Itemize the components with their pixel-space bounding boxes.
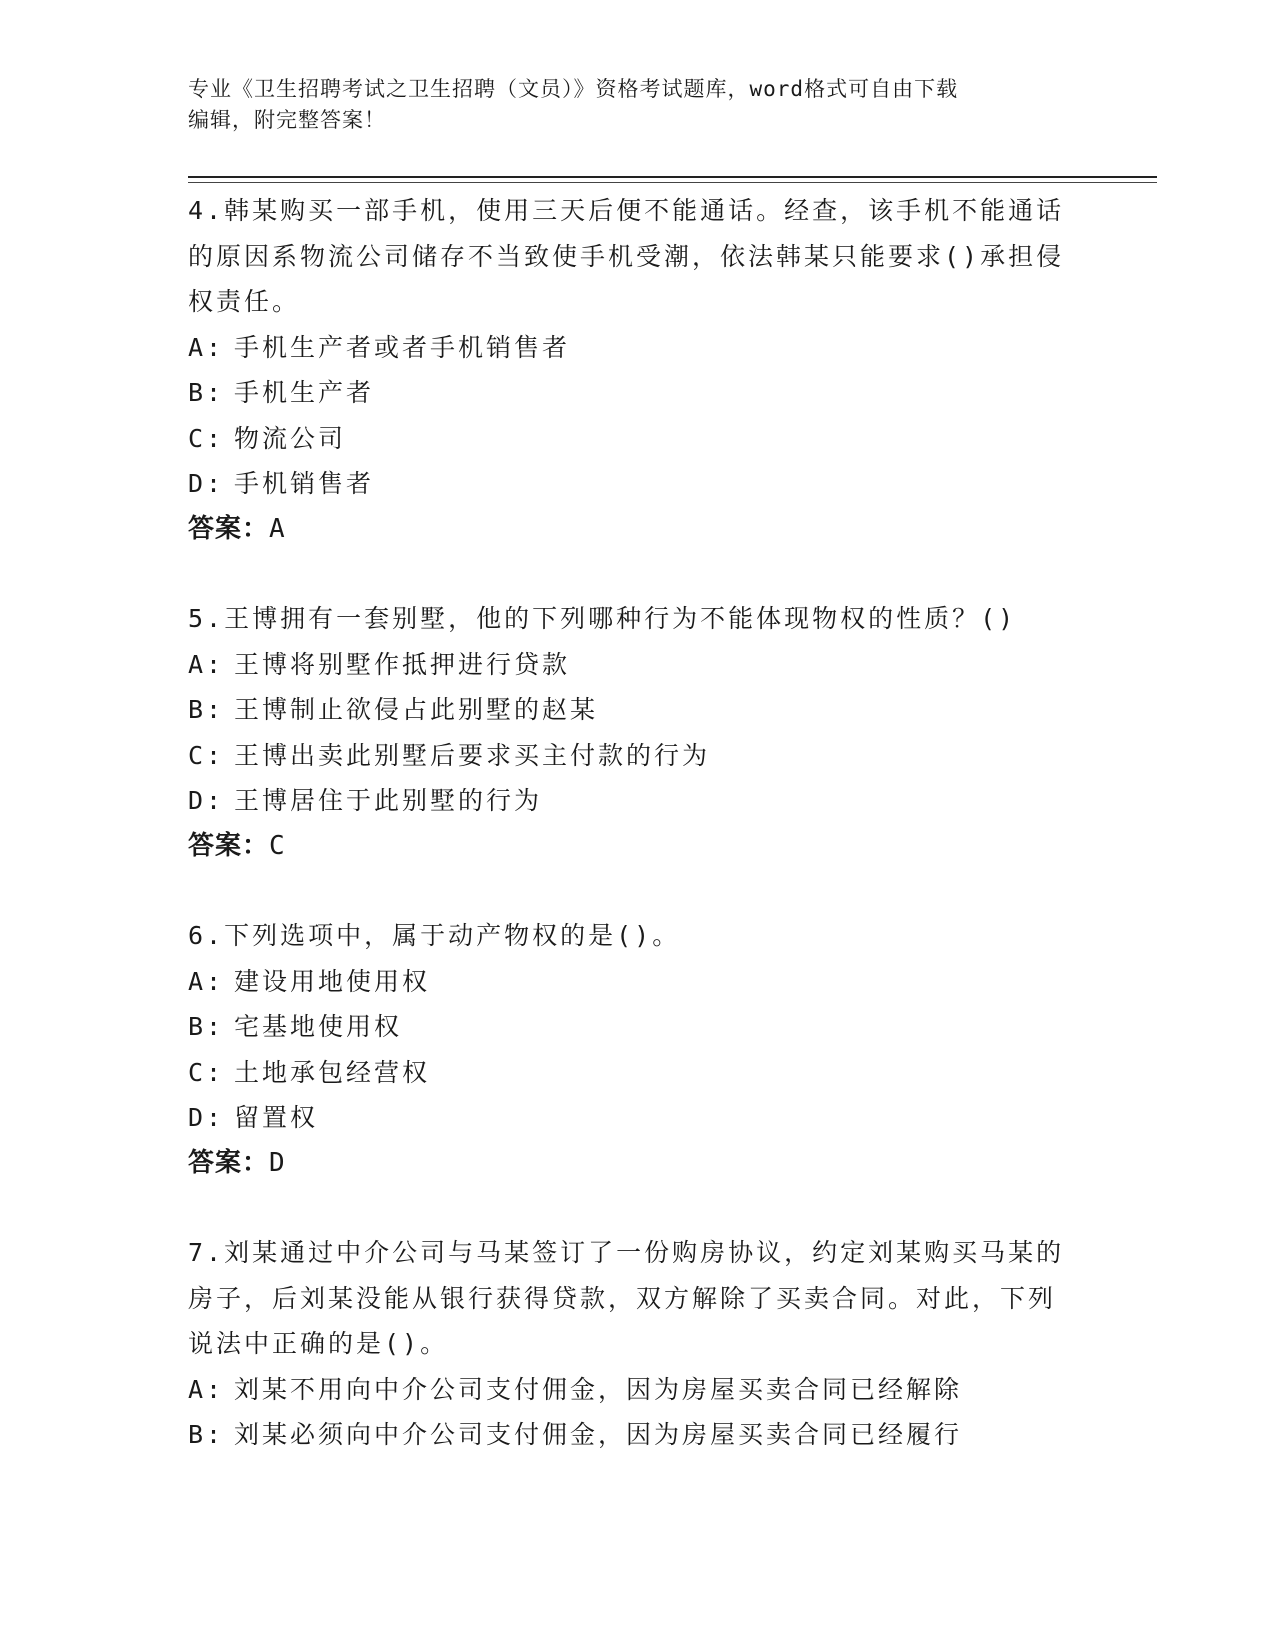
option-letter: B: [188, 1420, 225, 1449]
header-rule-thin [188, 182, 1157, 183]
option-letter: D: [188, 786, 225, 815]
option-text: 手机生产者 [234, 378, 375, 407]
option-letter: C: [188, 423, 225, 453]
question-6 [188, 913, 1068, 1186]
answer-value: C [269, 830, 286, 861]
option-text: 王博制止欲侵占此别墅的赵某 [234, 695, 599, 724]
question-5 [188, 596, 1068, 869]
option-text: 王博出卖此别墅后要求买主付款的行为 [234, 740, 711, 770]
option-text: 王博将别墅作抵押进行贷款 [234, 649, 571, 679]
option-letter: A: [188, 332, 225, 362]
option-text: 王博居住于此别墅的行为 [234, 786, 543, 815]
option-text: 物流公司 [234, 423, 347, 453]
option-b [188, 1412, 1068, 1458]
option-c [188, 416, 1068, 462]
question-text: 7.刘某通过中介公司与马某签订了一份购房协议，约定刘某购买马某的房子，后刘某没能从银行获得贷款，双方解除了买卖合同。对此，下列说法中正确的是()。 [188, 1238, 1065, 1358]
option-letter: A: [188, 649, 225, 679]
option-a [188, 642, 1068, 688]
option-text: 刘某不用向中介公司支付佣金，因为房屋买卖合同已经解除 [234, 1374, 963, 1404]
option-b [188, 1004, 1068, 1050]
option-letter: A: [188, 966, 225, 996]
answer-label: 答案： [188, 1147, 270, 1178]
option-text: 留置权 [234, 1103, 319, 1132]
answer-line [188, 824, 1068, 870]
option-d [188, 778, 1068, 824]
option-letter: A: [188, 1374, 225, 1404]
answer-label: 答案： [188, 830, 270, 861]
option-letter: B: [188, 695, 225, 724]
option-d [188, 1095, 1068, 1141]
option-c [188, 1050, 1068, 1096]
option-text: 宅基地使用权 [234, 1012, 403, 1041]
option-b [188, 687, 1068, 733]
option-letter: D: [188, 469, 225, 498]
header-line-1: 专业《卫生招聘考试之卫生招聘（文员）》资格考试题库，word格式可自由下载 [188, 77, 959, 101]
answer-value: D [269, 1147, 286, 1178]
option-text: 手机生产者或者手机销售者 [234, 332, 571, 362]
option-letter: C: [188, 1057, 225, 1087]
option-letter: D: [188, 1103, 225, 1132]
option-b [188, 370, 1068, 416]
option-letter: B: [188, 378, 225, 407]
header-rule-thick [188, 176, 1157, 178]
option-a [188, 959, 1068, 1005]
question-7 [188, 1230, 1068, 1458]
question-text: 4.韩某购买一部手机，使用三天后便不能通话。经查，该手机不能通话的原因系物流公司储存不当致使手机受潮，依法韩某只能要求()承担侵权责任。 [188, 196, 1065, 316]
answer-value: A [269, 513, 286, 544]
question-list [188, 188, 1068, 1502]
option-text: 刘某必须向中介公司支付佣金，因为房屋买卖合同已经履行 [234, 1420, 963, 1449]
question-text: 5.王博拥有一套别墅，他的下列哪种行为不能体现物权的性质？() [188, 604, 1017, 633]
option-text: 建设用地使用权 [234, 966, 431, 996]
question-4 [188, 188, 1068, 552]
answer-line [188, 507, 1068, 553]
option-text: 手机销售者 [234, 469, 375, 498]
header-line-2: 编辑，附完整答案！ [188, 108, 386, 132]
option-text: 土地承包经营权 [234, 1057, 431, 1087]
option-letter: C: [188, 740, 225, 770]
option-a [188, 325, 1068, 371]
answer-label: 答案： [188, 513, 270, 544]
option-a [188, 1367, 1068, 1413]
question-text: 6.下列选项中，属于动产物权的是()。 [188, 921, 681, 950]
option-letter: B: [188, 1012, 225, 1041]
document-header [188, 74, 1068, 136]
option-c [188, 733, 1068, 779]
option-d [188, 461, 1068, 507]
answer-line [188, 1141, 1068, 1187]
